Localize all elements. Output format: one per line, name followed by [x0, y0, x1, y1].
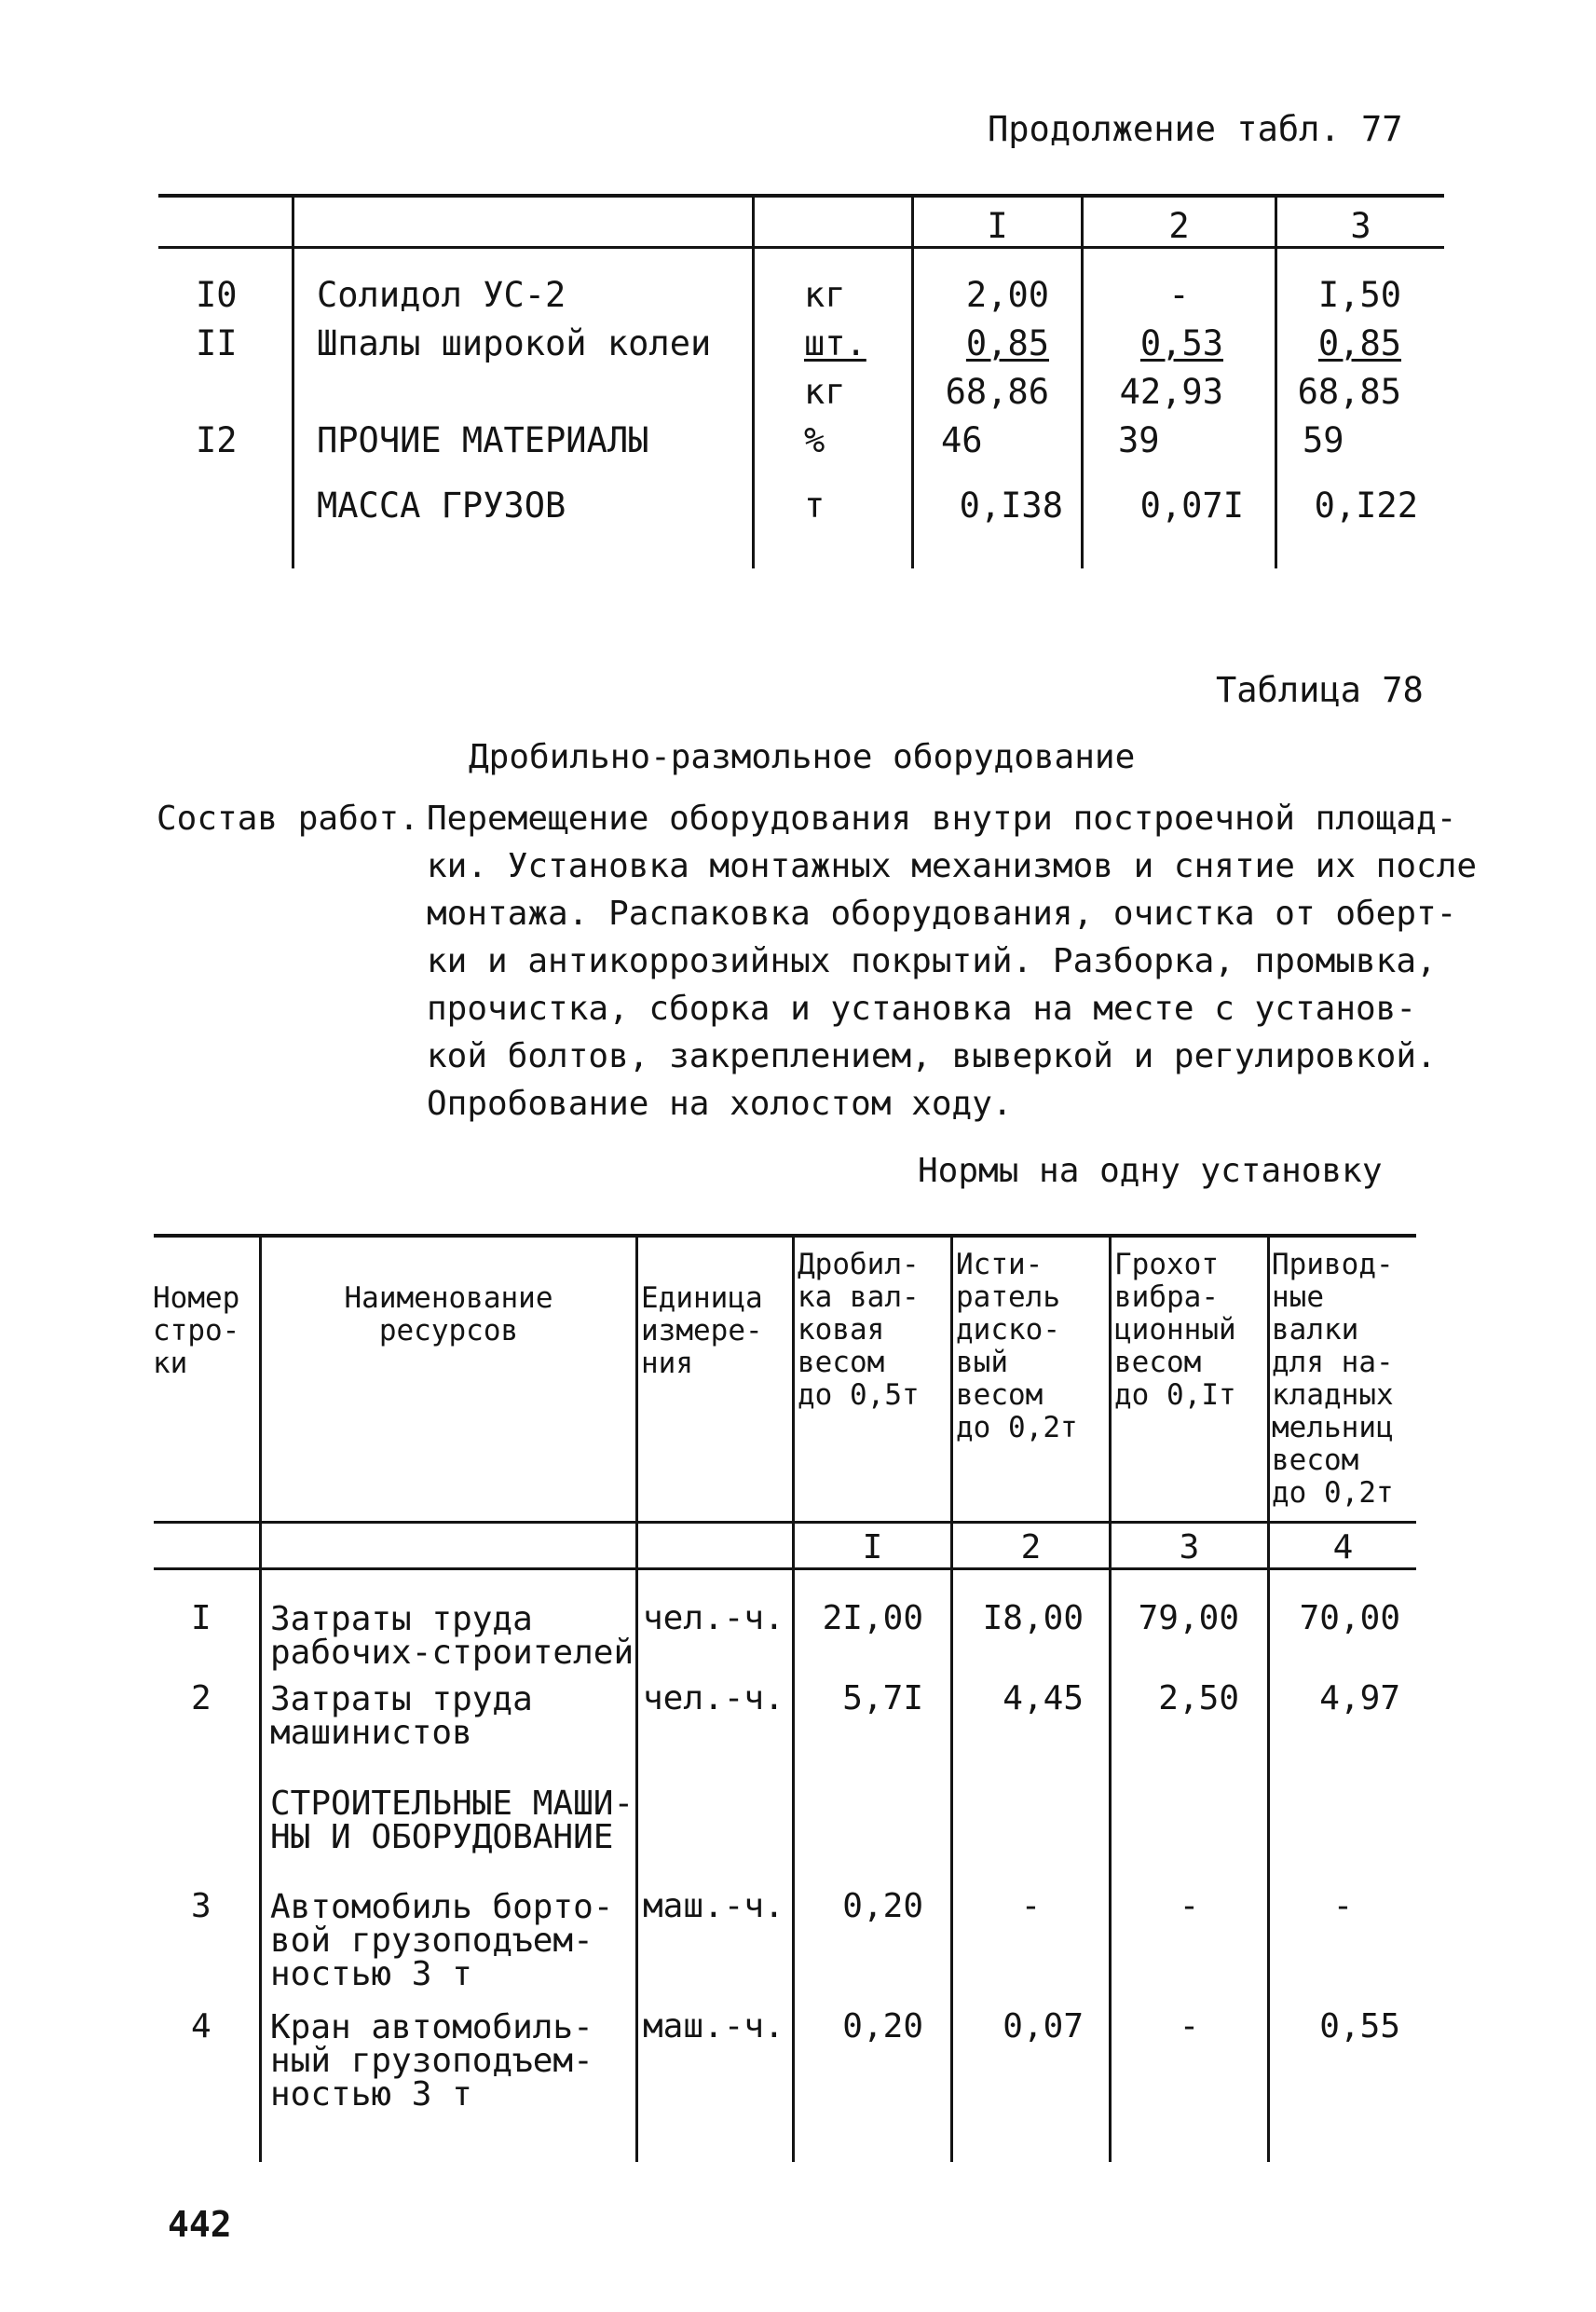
table-77-top-rule: [158, 194, 1444, 198]
work-line: Перемещение оборудования внутри построечной площад-: [427, 800, 1457, 838]
table-78-top-rule: [154, 1234, 1416, 1238]
row-number: I: [191, 1599, 211, 1637]
value-cell: -: [1179, 1887, 1200, 1925]
value-cell: 5,7I: [842, 1679, 923, 1717]
value-cell: 4,45: [1003, 1679, 1084, 1717]
value-cell: 0,20: [842, 1887, 923, 1925]
norms-note: Нормы на одну установку: [918, 1152, 1383, 1190]
unit: маш.-ч.: [643, 2007, 784, 2045]
value-cell: -: [1020, 1887, 1042, 1925]
value-cell: 0,I22: [1314, 486, 1418, 526]
row-number: 4: [191, 2007, 211, 2045]
value-cell: I,50: [1317, 275, 1401, 315]
value-cell: 0,07: [1003, 2007, 1084, 2045]
resource-name: ПРОЧИЕ МАТЕРИАЛЫ: [317, 420, 649, 460]
unit: %: [804, 420, 825, 460]
col-number: I: [862, 1528, 883, 1566]
header-col-1: Дробил- ка вал- ковая весом до 0,5т: [798, 1248, 920, 1412]
value-cell: 59: [1303, 420, 1344, 460]
unit: чел.-ч.: [643, 1679, 784, 1717]
resource-name: Солидол УС-2: [317, 275, 566, 315]
unit: кг: [804, 372, 846, 412]
page-number: 442: [168, 2204, 232, 2245]
resource-name: Автомобиль борто- вой грузоподъем- ностью 3 т: [270, 1888, 614, 1993]
resource-name: Кран автомобиль- ный грузоподъем- ностью 3 т: [270, 2008, 593, 2114]
resource-name: Затраты труда машинистов: [270, 1680, 533, 1752]
work-line: Опробование на холостом ходу.: [427, 1085, 1013, 1123]
value-cell: I8,00: [982, 1599, 1084, 1637]
value-cell: 0,55: [1319, 2007, 1400, 2045]
value-cell: -: [1332, 1887, 1354, 1925]
value-cell: 2,50: [1158, 1679, 1239, 1717]
value-cell: 0,I38: [959, 486, 1063, 526]
table-77-vline: [752, 198, 755, 568]
resource-name: Шпалы широкой колеи: [317, 323, 712, 363]
work-line: прочистка, сборка и установка на месте с установ-: [427, 990, 1417, 1028]
value-cell: 2,00: [965, 275, 1049, 315]
subsection-heading: СТРОИТЕЛЬНЫЕ МАШИ- НЫ И ОБОРУДОВАНИЕ: [270, 1785, 634, 1856]
table-77-vline: [292, 198, 294, 568]
section-title: Дробильно-размольное оборудование: [469, 738, 1136, 776]
table-77-col-number: 3: [1350, 206, 1371, 246]
row-number: 3: [191, 1887, 211, 1925]
row-number: I2: [196, 420, 238, 460]
value-cell: 0,20: [842, 2007, 923, 2045]
value-cell: 4,97: [1319, 1679, 1400, 1717]
work-line: кой болтов, закреплением, выверкой и регулировкой.: [427, 1037, 1437, 1075]
unit: маш.-ч.: [643, 1887, 784, 1925]
value-cell: 70,00: [1299, 1599, 1400, 1637]
resource-name: Затраты труда рабочих-строителей: [270, 1600, 634, 1672]
col-number: 4: [1332, 1528, 1354, 1566]
row-number: I0: [196, 275, 238, 315]
value-cell: 79,00: [1138, 1599, 1239, 1637]
work-line: монтажа. Распаковка оборудования, очистка от оберт-: [427, 895, 1457, 933]
header-col-3: Грохот вибра- ционный весом до 0,Iт: [1114, 1248, 1236, 1412]
value-cell: 0,85: [1317, 323, 1401, 363]
table-label: Таблица 78: [1216, 670, 1424, 710]
unit: т: [804, 486, 825, 526]
table-78-number-rule: [154, 1567, 1416, 1570]
value-cell: 39: [1118, 420, 1160, 460]
unit: шт.: [804, 323, 866, 363]
work-label: Состав работ.: [157, 800, 419, 838]
unit: кг: [804, 275, 846, 315]
value-cell: 46: [941, 420, 983, 460]
table-78-vline: [259, 1238, 262, 2162]
work-line: ки и антикоррозийных покрытий. Разборка, промывка,: [427, 942, 1437, 980]
continuation-title: Продолжение табл. 77: [988, 109, 1403, 149]
table-78-header-rule: [154, 1521, 1416, 1524]
header-resource-name: Наименование ресурсов: [344, 1281, 553, 1348]
unit: чел.-ч.: [643, 1599, 784, 1637]
table-77-col-number: 2: [1168, 206, 1190, 246]
value-cell: 2I,00: [822, 1599, 923, 1637]
value-cell: 68,86: [945, 372, 1049, 412]
value-cell: 42,93: [1119, 372, 1223, 412]
header-col-2: Исти- ратель диско- вый весом до 0,2т: [956, 1248, 1078, 1444]
resource-name: МАССА ГРУЗОВ: [317, 486, 566, 526]
value-cell: 0,85: [965, 323, 1049, 363]
col-number: 2: [1020, 1528, 1042, 1566]
col-number: 3: [1179, 1528, 1200, 1566]
value-cell: 0,53: [1139, 323, 1223, 363]
work-line: ки. Установка монтажных механизмов и снятие их после: [427, 847, 1478, 885]
table-78-vline: [635, 1238, 638, 2162]
row-number: 2: [191, 1679, 211, 1717]
header-row-number: Номер стро- ки: [153, 1281, 240, 1380]
value-cell: -: [1168, 275, 1190, 315]
value-cell: 68,85: [1297, 372, 1401, 412]
header-unit: Единица измере- ния: [641, 1281, 763, 1380]
value-cell: 0,07I: [1139, 486, 1244, 526]
table-77-col-number: I: [987, 206, 1008, 246]
value-cell: -: [1179, 2007, 1200, 2045]
row-number: II: [196, 323, 238, 363]
header-col-4: Привод- ные валки для на- кладных мельниц весом до 0,2т: [1272, 1248, 1394, 1510]
